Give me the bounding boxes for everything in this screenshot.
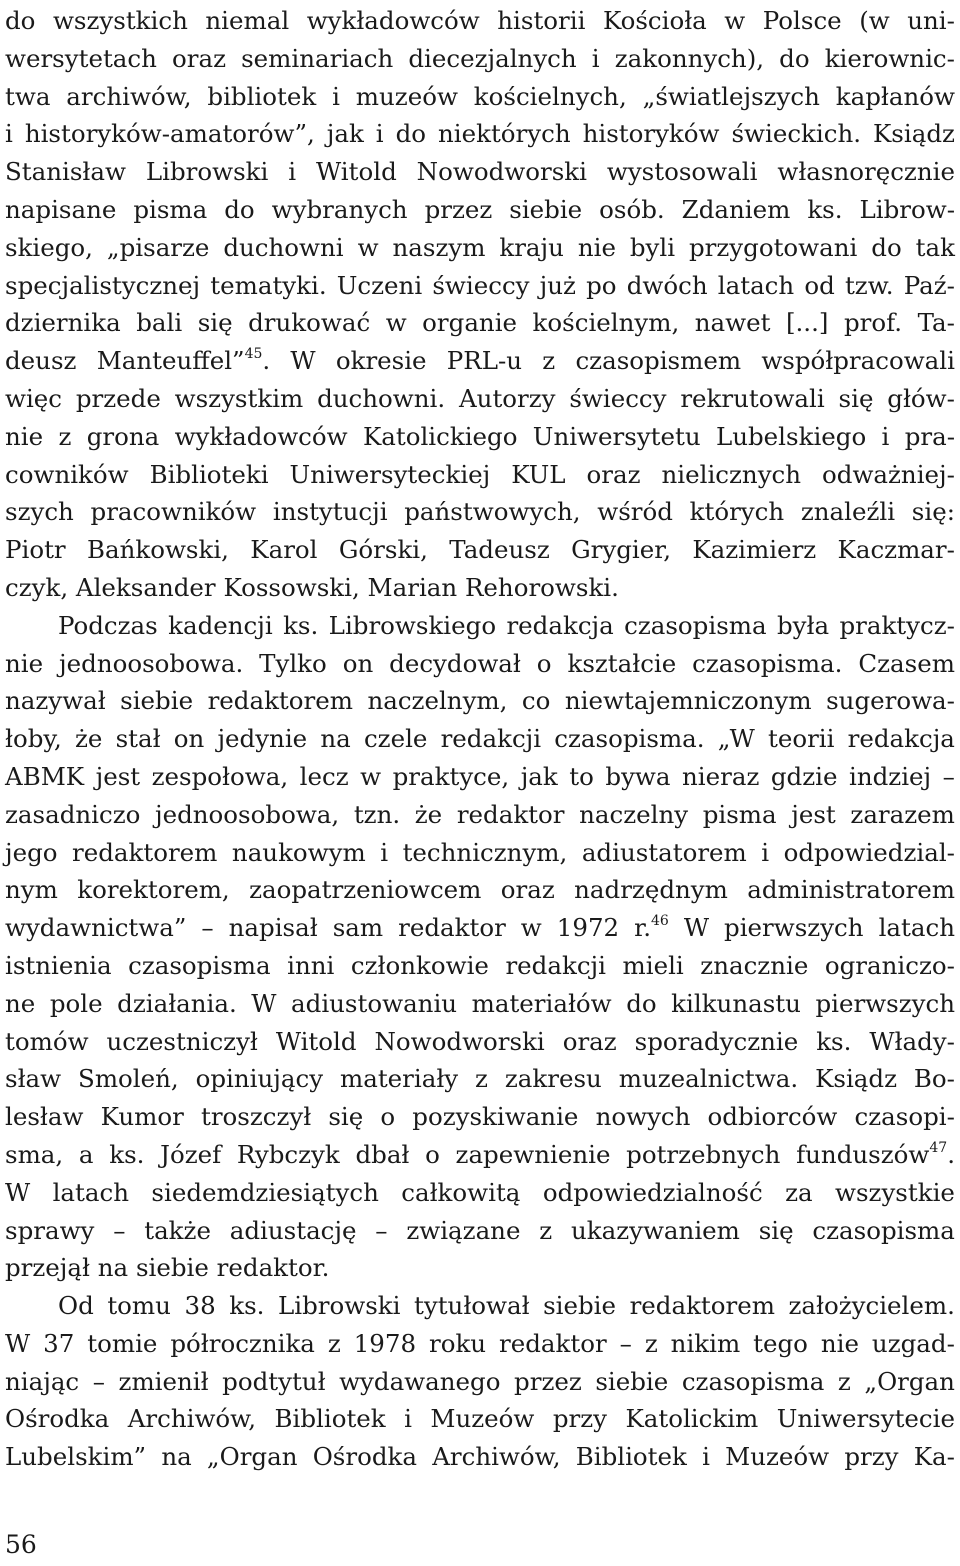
text-line: deusz Manteuffel”$^{45}$. W okresie PRL-u z czasopismem współpracowali	[5, 346, 955, 376]
page-number: 56	[5, 1530, 37, 1559]
document-page	[5, 2, 955, 1476]
text-line: sprawy – także adiustację – związane z ukazywaniem się czasopisma	[5, 1215, 955, 1245]
text-line: szych pracowników instytucji państwowych, wśród których znaleźli się:	[5, 497, 955, 527]
text-line: do wszystkich niemal wykładowców historii Kościoła w Polsce (w uni-	[5, 6, 955, 35]
text-line: więc przede wszystkim duchowni. Autorzy świeccy rekrutowali się głów-	[5, 383, 955, 413]
text-line: W 37 tomie półrocznika z 1978 roku redaktor – z nikim tego nie uzgad-	[5, 1328, 955, 1358]
text-line: sma, a ks. Józef Rybczyk dbał o zapewnienie potrzebnych funduszów$^{47}$.	[5, 1139, 955, 1169]
text-line: Podczas kadencji ks. Librowskiego redakcja czasopisma była praktycz-	[58, 610, 955, 640]
text-line: tomów uczestniczył Witold Nowodworski oraz sporadycznie ks. Włady-	[5, 1026, 955, 1056]
text-line: zasadniczo jednoosobowa, tzn. że redaktor naczelny pisma jest zarazem	[5, 799, 955, 829]
text-line: twa archiwów, bibliotek i muzeów kościelnych, „światlejszych kapłanów	[5, 81, 955, 111]
text-line: i historyków-amatorów”, jak i do niektórych historyków świeckich. Ksiądz	[5, 119, 955, 149]
text-line: W latach siedemdziesiątych całkowitą odpowiedzialność za wszystkie	[5, 1177, 955, 1207]
text-line: ABMK jest zespołowa, lecz w praktyce, jak to bywa nieraz gdzie indziej –	[5, 761, 955, 791]
text-line: jego redaktorem naukowym i technicznym, adiustatorem i odpowiedzial-	[5, 837, 955, 867]
text-line: specjalistycznej tematyki. Uczeni świeccy już po dwóch latach od tzw. Paź-	[5, 270, 955, 300]
text-line: nie z grona wykładowców Katolickiego Uniwersytetu Lubelskiego i pra-	[5, 421, 955, 451]
text-line: wydawnictwa” – napisał sam redaktor w 1972 r.$^{46}$ W pierwszych latach	[5, 913, 955, 943]
text-line: Lubelskim” na „Organ Ośrodka Archiwów, Bibliotek i Muzeów przy Ka-	[5, 1442, 955, 1472]
text-line: Od tomu 38 ks. Librowski tytułował siebie redaktorem założycielem.	[58, 1291, 955, 1321]
text-line: ne pole działania. W adiustowaniu materiałów do kilkunastu pierwszych	[5, 988, 955, 1018]
text-line: istnienia czasopisma inni członkowie redakcji mieli znacznie ograniczo-	[5, 950, 955, 980]
text-line: Piotr Bańkowski, Karol Górski, Tadeusz Grygier, Kazimierz Kaczmar-	[5, 535, 955, 565]
text-line: wersytetach oraz seminariach diecezjalnych i zakonnych), do kierownic-	[5, 43, 955, 73]
text-line: lesław Kumor troszczył się o pozyskiwanie nowych odbiorców czasopi-	[5, 1102, 955, 1132]
text-line: czyk, Aleksander Kossowski, Marian Rehorowski.	[5, 572, 619, 602]
text-line: Stanisław Librowski i Witold Nowodworski wystosowali własnoręcznie	[5, 157, 955, 187]
text-line: nie jednoosobowa. Tylko on decydował o kształcie czasopisma. Czasem	[5, 648, 955, 678]
text-line: niając – zmienił podtytuł wydawanego przez siebie czasopisma z „Organ	[5, 1366, 955, 1396]
text-line: skiego, „pisarze duchowni w naszym kraju nie byli przygotowani do tak	[5, 232, 955, 262]
text-line: sław Smoleń, opiniujący materiały z zakresu muzealnictwa. Ksiądz Bo-	[5, 1064, 955, 1094]
text-line: Ośrodka Archiwów, Bibliotek i Muzeów przy Katolickim Uniwersytecie	[5, 1404, 955, 1434]
text-line: cowników Biblioteki Uniwersyteckiej KUL oraz nielicznych odważniej-	[5, 459, 955, 489]
text-line: napisane pisma do wybranych przez siebie osób. Zdaniem ks. Librow-	[5, 194, 955, 224]
text-line: łoby, że stał on jedynie na czele redakcji czasopisma. „W teorii redakcja	[5, 724, 955, 754]
text-line: przejął na siebie redaktor.	[5, 1253, 330, 1283]
text-line: nazywał siebie redaktorem naczelnym, co niewtajemniczonym sugerowa-	[5, 686, 955, 716]
text-line: dziernika bali się drukować w organie kościelnym, nawet [...] prof. Ta-	[5, 308, 955, 338]
text-line: nym korektorem, zaopatrzeniowcem oraz nadrzędnym administratorem	[5, 875, 955, 905]
body-text	[5, 2, 955, 1476]
